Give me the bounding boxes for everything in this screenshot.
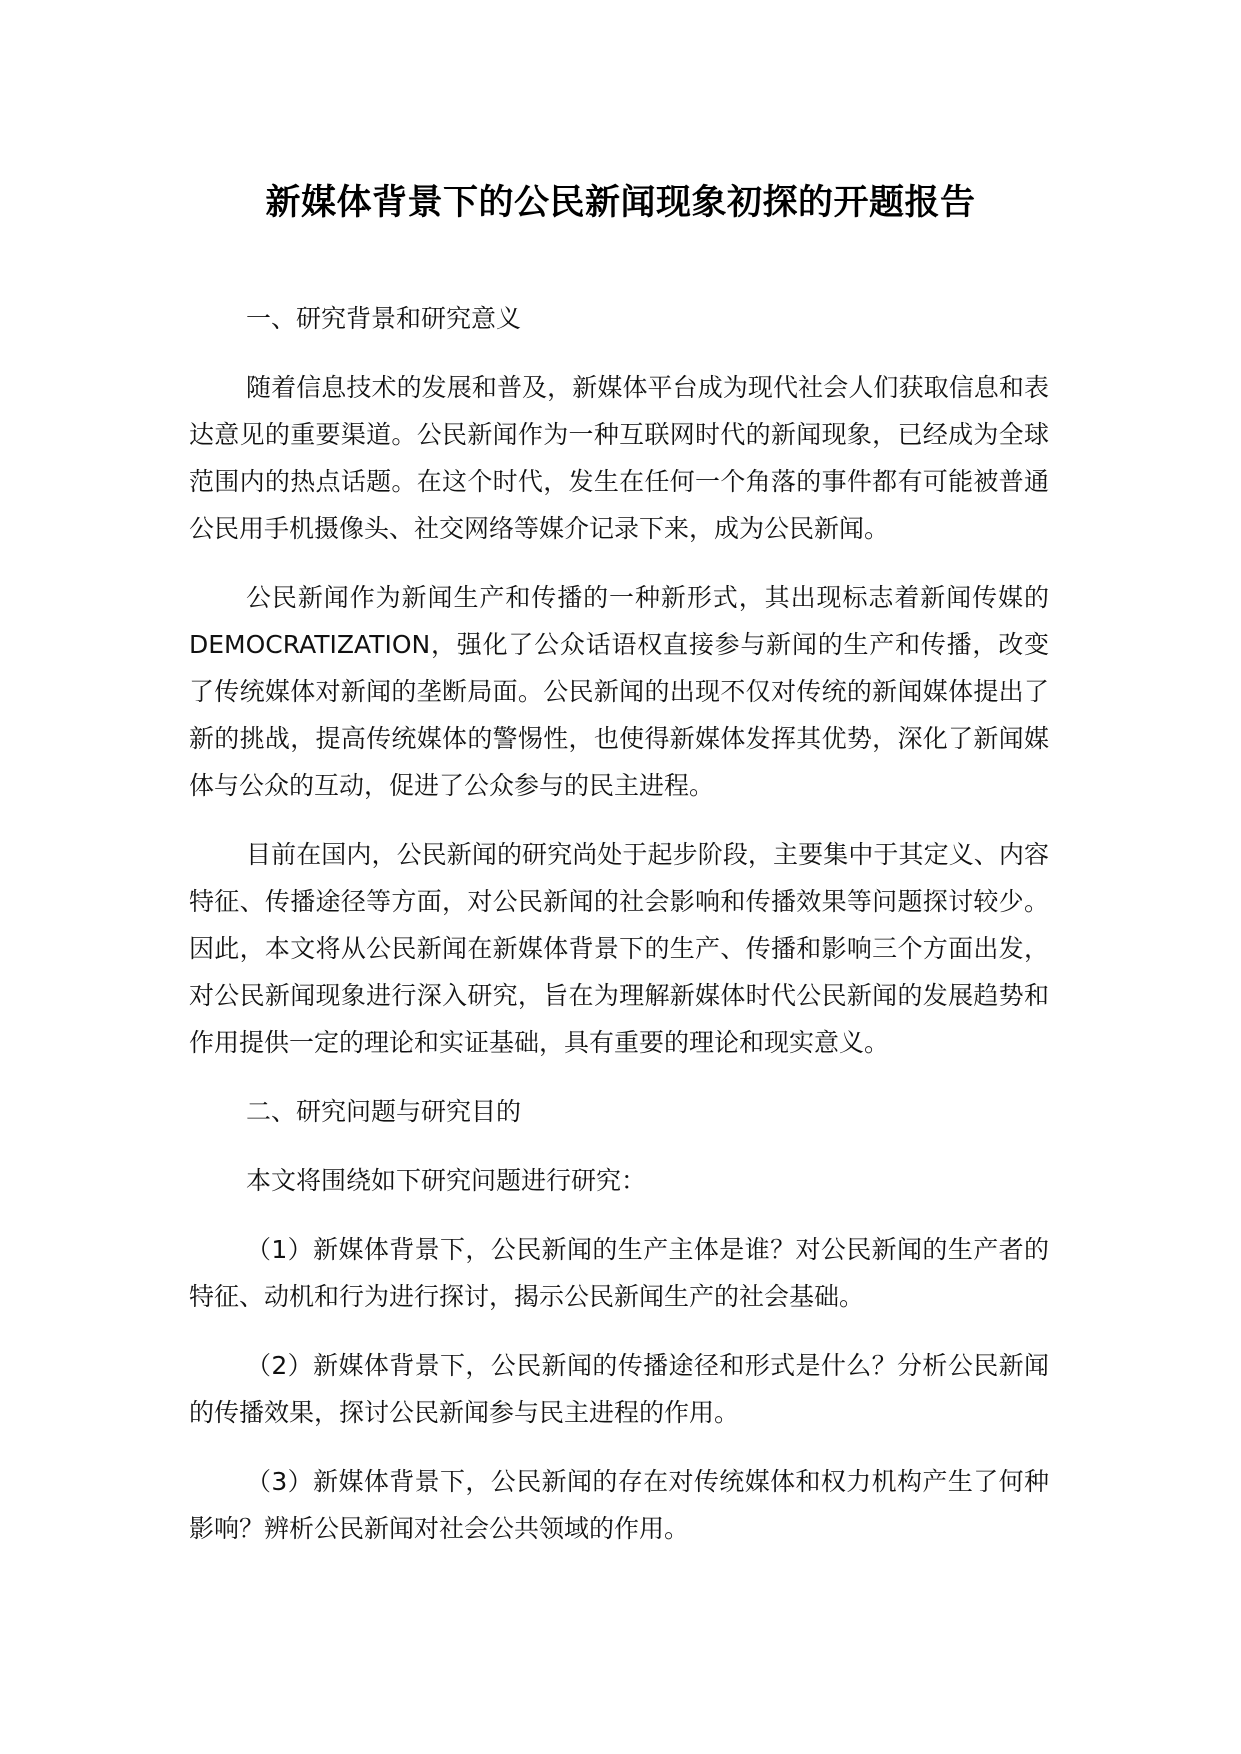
section-heading-research-questions: 二、研究问题与研究目的 bbox=[246, 1097, 522, 1126]
research-question-item: （3）新媒体背景下，公民新闻的存在对传统媒体和权力机构产生了何种影响？辨析公民新闻对社会公共领域的作用。 bbox=[189, 1467, 1049, 1543]
document-title: 新媒体背景下的公民新闻现象初探的开题报告 bbox=[265, 183, 976, 223]
section-heading-background: 一、研究背景和研究意义 bbox=[246, 304, 522, 333]
research-question-item: （2）新媒体背景下，公民新闻的传播途径和形式是什么？分析公民新闻的传播效果，探讨公民新闻参与民主进程的作用。 bbox=[189, 1351, 1049, 1427]
document-body bbox=[189, 295, 1049, 1574]
paragraph-democratization: 公民新闻作为新闻生产和传播的一种新形式，其出现标志着新闻传媒的 DEMOCRATIZATION，强化了公众话语权直接参与新闻的生产和传播，改变了传统媒体对新闻的垄断局面。公民新闻的出现不仅对传统的新闻媒体提出了新的挑战，提高传统媒体的警惕性，也使得新媒体发挥其优势，深化了新闻媒体与公众的互动，促进了公众参与的民主进程。 bbox=[189, 583, 1049, 800]
paragraph-questions-intro: 本文将围绕如下研究问题进行研究： bbox=[246, 1166, 647, 1195]
paragraph-background: 随着信息技术的发展和普及，新媒体平台成为现代社会人们获取信息和表达意见的重要渠道。公民新闻作为一种互联网时代的新闻现象，已经成为全球范围内的热点话题。在这个时代，发生在任何一个角落的事件都有可能被普通公民用手机摄像头、社交网络等媒介记录下来，成为公民新闻。 bbox=[189, 373, 1049, 543]
paragraph-research-status: 目前在国内，公民新闻的研究尚处于起步阶段，主要集中于其定义、内容特征、传播途径等方面，对公民新闻的社会影响和传播效果等问题探讨较少。因此，本文将从公民新闻在新媒体背景下的生产、传播和影响三个方面出发，对公民新闻现象进行深入研究，旨在为理解新媒体时代公民新闻的发展趋势和作用提供一定的理论和实证基础，具有重要的理论和现实意义。 bbox=[189, 840, 1049, 1057]
research-question-item: （1）新媒体背景下，公民新闻的生产主体是谁？对公民新闻的生产者的特征、动机和行为进行探讨，揭示公民新闻生产的社会基础。 bbox=[189, 1235, 1049, 1311]
